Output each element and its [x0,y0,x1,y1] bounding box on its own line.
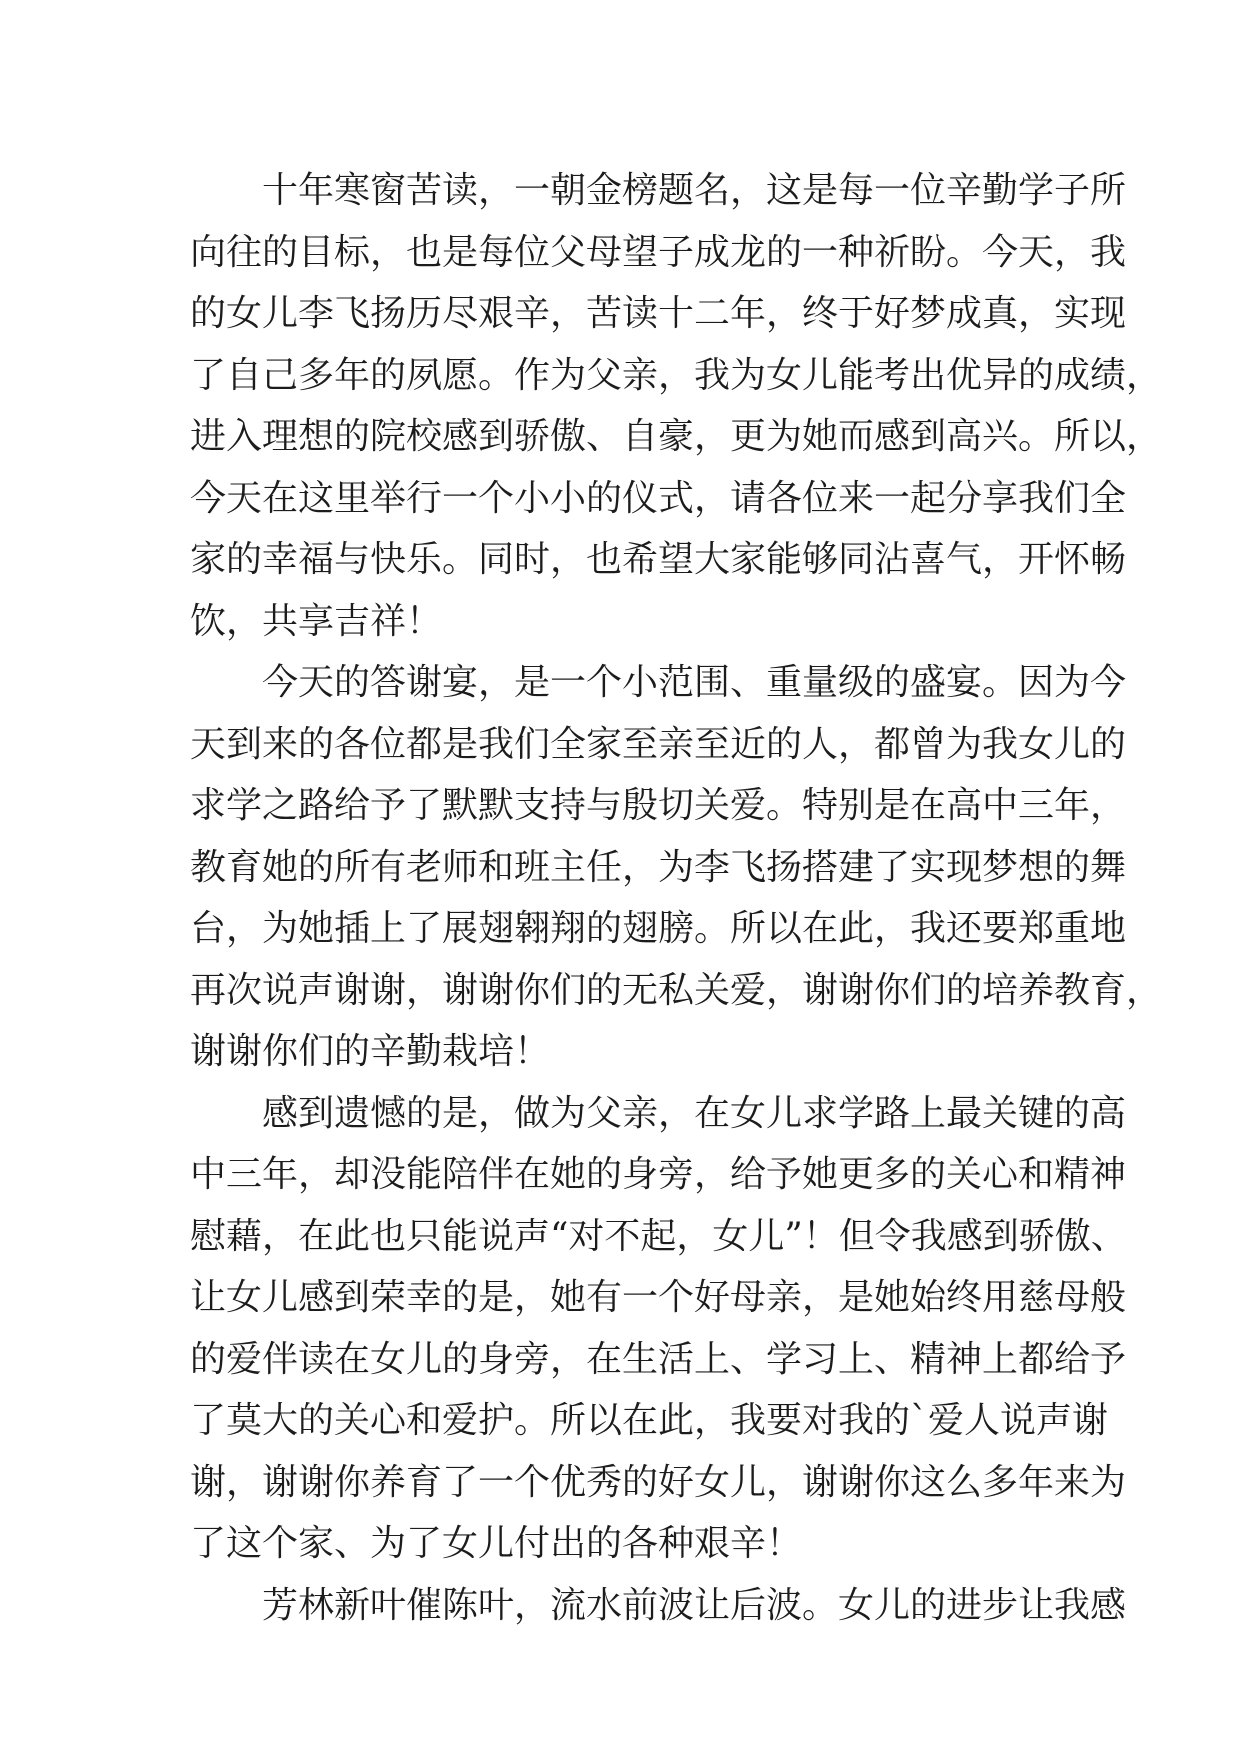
text-line: 饮，共享吉祥！ [190,600,443,642]
paragraph-1 [190,160,1163,652]
text-line: 了自己多年的夙愿。作为父亲，我为女儿能考出优异的成绩， [190,354,1163,396]
text-line: 进入理想的院校感到骄傲、自豪，更为她而感到高兴。所以， [190,416,1163,457]
text-line: 的爱伴读在女儿的身旁，在生活上、学习上、精神上都给予 [190,1338,1127,1380]
paragraph-3 [190,1083,1127,1575]
paragraph-2 [190,652,1163,1083]
text-line: 了这个家、为了女儿付出的各种艰辛！ [190,1523,803,1564]
text-line: 今天在这里举行一个小小的仪式，请各位来一起分享我们全 [190,477,1127,519]
text-line: 的女儿李飞扬历尽艰辛，苦读十二年，终于好梦成真，实现 [190,293,1127,334]
text-line: 向往的目标，也是每位父母望子成龙的一种祈盼。今天，我 [190,231,1127,273]
paragraph-4 [190,1575,1127,1637]
text-line: 台，为她插上了展翅翱翔的翅膀。所以在此，我还要郑重地 [190,908,1127,949]
text-line: 求学之路给予了默默支持与殷切关爱。特别是在高中三年， [190,785,1127,826]
text-line: 中三年，却没能陪伴在她的身旁，给予她更多的关心和精神 [190,1154,1127,1195]
text-line: 再次说声谢谢，谢谢你们的无私关爱，谢谢你们的培养教育， [190,969,1163,1011]
text-line: 谢谢你们的辛勤栽培！ [190,1031,551,1072]
text-line: 家的幸福与快乐。同时，也希望大家能够同沾喜气，开怀畅 [190,539,1127,580]
text-line: 今天的答谢宴，是一个小范围、重量级的盛宴。因为今 [262,662,1127,703]
body-text [190,160,1163,1636]
text-line: 了莫大的关心和爱护。所以在此，我要对我的`爱人说声谢 [190,1400,1109,1441]
text-line: 谢，谢谢你养育了一个优秀的好女儿，谢谢你这么多年来为 [190,1461,1127,1503]
text-line: 芳林新叶催陈叶，流水前波让后波。女儿的进步让我感 [262,1584,1127,1626]
text-line: 十年寒窗苦读，一朝金榜题名，这是每一位辛勤学子所 [262,170,1127,211]
text-line: 教育她的所有老师和班主任，为李飞扬搭建了实现梦想的舞 [190,846,1127,888]
text-line: 让女儿感到荣幸的是，她有一个好母亲，是她始终用慈母般 [190,1277,1127,1318]
text-line: 感到遗憾的是，做为父亲，在女儿求学路上最关键的高 [262,1092,1127,1134]
text-line: 慰藉，在此也只能说声“对不起，女儿”！但令我感到骄傲、 [190,1215,1127,1257]
text-line: 天到来的各位都是我们全家至亲至近的人，都曾为我女儿的 [190,723,1127,765]
